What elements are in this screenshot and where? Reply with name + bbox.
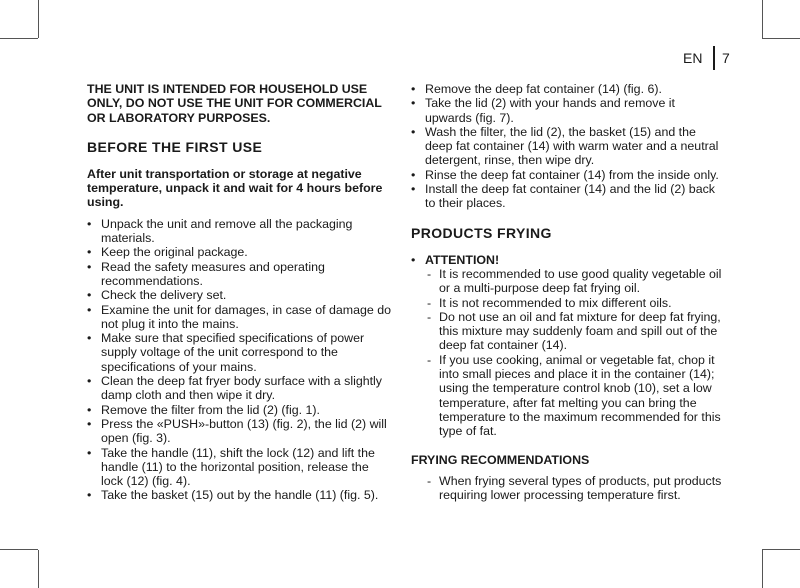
list-item: • Remove the deep fat container (14) (fig. 6). <box>411 82 723 96</box>
list-item: • Take the basket (15) out by the handle (11) (fig. 5). <box>87 488 393 502</box>
list-item: • Make sure that specified specifications of power supply voltage of the unit correspond to the specifications of your mains. <box>87 331 393 374</box>
crop-mark <box>762 0 763 38</box>
crop-mark <box>38 550 39 588</box>
subsection-title-frying-recommendations: FRYING RECOMMENDATIONS <box>411 452 590 467</box>
list-item: • Unpack the unit and remove all the packaging materials. <box>87 217 393 246</box>
attention-block <box>411 253 723 439</box>
first-use-list <box>87 217 393 503</box>
list-item: - It is recommended to use good quality vegetable oil or a multi-purpose deep fat frying oil. <box>411 267 723 296</box>
section-title-products-frying: PRODUCTS FRYING <box>411 224 552 241</box>
list-item: - Do not use an oil and fat mixture for deep fat frying, this mixture may suddenly foam and spill out of the deep fat container (14). <box>411 310 723 353</box>
crop-mark <box>762 38 800 39</box>
recommendations-list <box>411 474 723 503</box>
attention-label: ATTENTION! <box>425 252 500 267</box>
crop-mark <box>762 550 763 588</box>
attention-item <box>411 253 723 439</box>
household-warning: THE UNIT IS INTENDED FOR HOUSEHOLD USE ONLY, DO NOT USE THE UNIT FOR COMMERCIAL OR LABORATORY PURPOSES. <box>87 82 382 125</box>
list-item: • Take the lid (2) with your hands and remove it upwards (fig. 7). <box>411 96 723 125</box>
list-item: • Remove the filter from the lid (2) (fig. 1). <box>87 403 393 417</box>
right-column <box>411 82 723 502</box>
list-item: • Press the «PUSH»-button (13) (fig. 2), the lid (2) will open (fig. 3). <box>87 417 393 446</box>
header-divider <box>713 46 715 70</box>
language-label: EN <box>683 50 703 66</box>
list-item: • Install the deep fat container (14) and the lid (2) back to their places. <box>411 182 723 211</box>
crop-mark <box>0 549 38 550</box>
crop-mark <box>762 549 800 550</box>
list-item: - If you use cooking, animal or vegetable fat, chop it into small pieces and place it in the container (14); using the temperature control knob (10), set a low temperature, after fat melting you can bring the temperature to the maximum recommended for this type of fat. <box>411 353 723 439</box>
crop-mark <box>0 38 38 39</box>
section-title-before-first-use: BEFORE THE FIRST USE <box>87 138 263 155</box>
list-item: • Read the safety measures and operating recommendations. <box>87 260 393 289</box>
list-item: • Keep the original package. <box>87 245 393 259</box>
crop-mark <box>38 0 39 38</box>
list-item: • Clean the deep fat fryer body surface with a slightly damp cloth and then wipe it dry. <box>87 374 393 403</box>
list-item: • Take the handle (11), shift the lock (12) and lift the handle (11) to the horizontal position, release the lock (12) (fig. 4). <box>87 446 393 489</box>
list-item: • Check the delivery set. <box>87 288 393 302</box>
first-use-list-continued <box>411 82 723 211</box>
page-number: 7 <box>722 50 730 66</box>
list-item: - It is not recommended to mix different oils. <box>411 296 723 310</box>
list-item: - When frying several types of products, put products requiring lower processing temperature first. <box>411 474 723 503</box>
list-item: • Wash the filter, the lid (2), the basket (15) and the deep fat container (14) with warm water and a neutral detergent, rinse, then wipe dry. <box>411 125 723 168</box>
list-item: • Examine the unit for damages, in case of damage do not plug it into the mains. <box>87 303 393 332</box>
transport-note: After unit transportation or storage at negative temperature, unpack it and wait for 4 hours before using. <box>87 166 383 210</box>
list-item: • Rinse the deep fat container (14) from the inside only. <box>411 168 723 182</box>
left-column <box>87 82 393 503</box>
attention-list <box>411 267 723 439</box>
